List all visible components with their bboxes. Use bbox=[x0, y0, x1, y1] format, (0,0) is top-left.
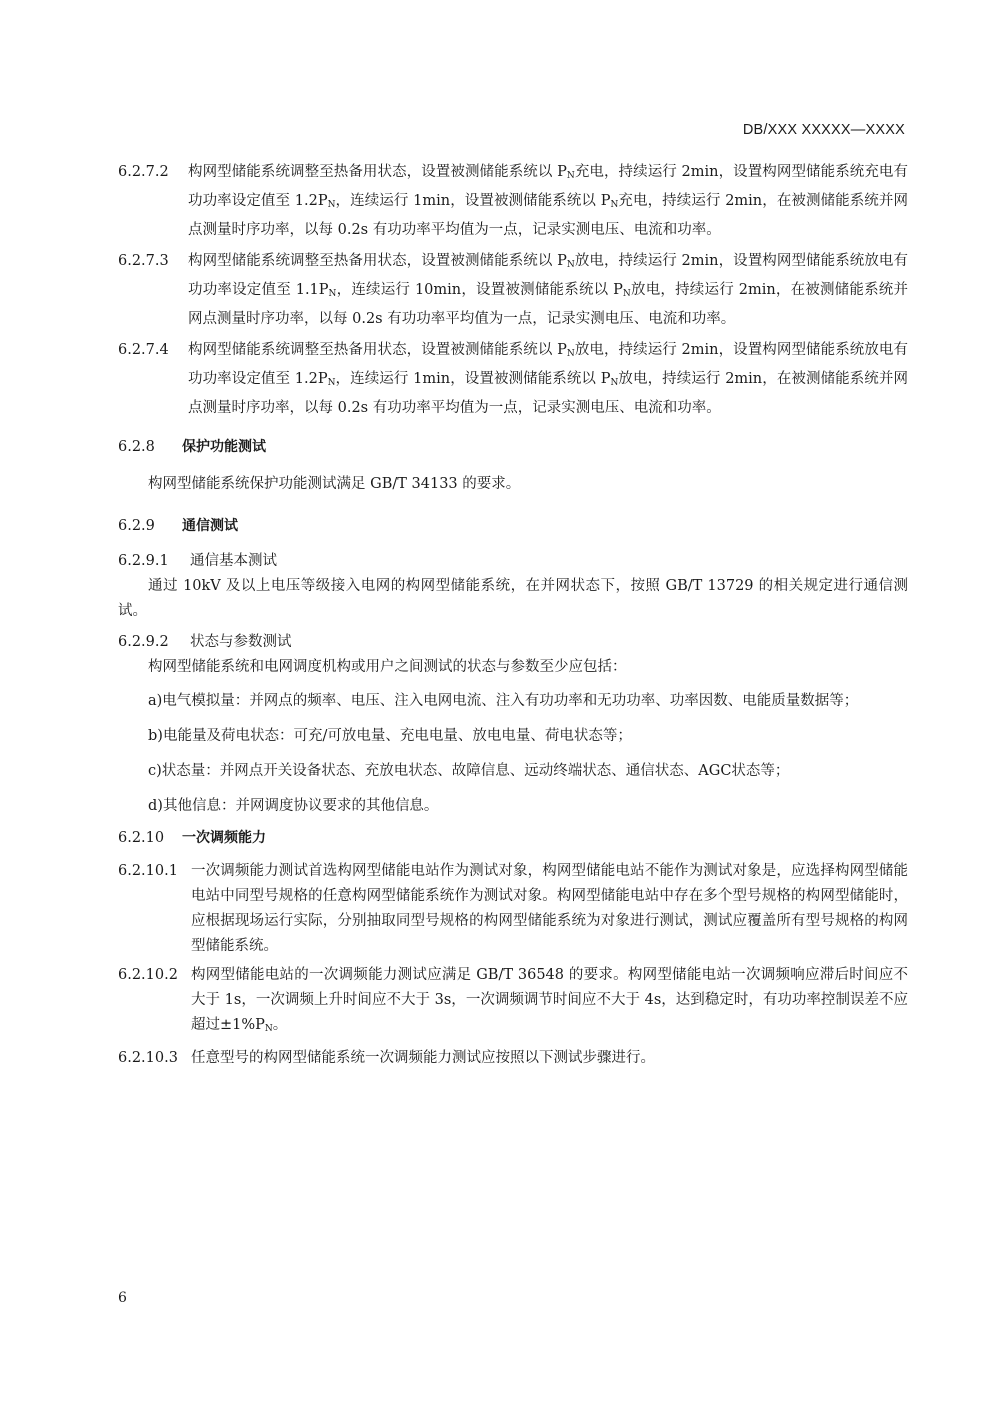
section-heading-6-2-9: 6.2.9 通信测试 bbox=[118, 514, 908, 539]
clause-6-2-10-1 bbox=[118, 859, 908, 959]
subsection-heading-6-2-9-1: 6.2.9.1 通信基本测试 bbox=[118, 549, 908, 574]
clause-6-2-10-3 bbox=[118, 1046, 908, 1071]
subsection-title: 状态与参数测试 bbox=[190, 634, 292, 650]
page-number: 6 bbox=[118, 1290, 127, 1306]
section-title: 一次调频能力 bbox=[182, 830, 266, 846]
clause-6-2-10-2 bbox=[118, 963, 908, 1042]
clause-number: 6.2.10.1 bbox=[118, 863, 178, 879]
paragraph-6-2-9-2: 构网型储能系统和电网调度机构或用户之间测试的状态与参数至少应包括： bbox=[148, 659, 627, 675]
clause-text: 构网型储能系统调整至热备用状态，设置被测储能系统以 $P_N$放电，持续运行 2min，设置构网型储能系统放电有功功率设定值至 $1.2P_N$，连续运行 1min，设置被测储能系统以 $P_N$放电，持续运行 2min，在被测储能系统并网点测量时序功率，以每 0.2s 有功功率平均值为一点，记录实测电压、电流和功率。 bbox=[188, 342, 908, 416]
subsection-title: 通信基本测试 bbox=[190, 553, 277, 569]
clause-6-2-7-2 bbox=[118, 160, 908, 243]
paragraph-6-2-9-1: 通过 10kV 及以上电压等级接入电网的构网型储能系统，在并网状态下，按照 GB/T 13729 的相关规定进行通信测试。 bbox=[118, 578, 908, 619]
section-heading-6-2-10: 6.2.10 一次调频能力 bbox=[118, 826, 908, 851]
section-title: 通信测试 bbox=[182, 518, 238, 534]
clause-6-2-7-3 bbox=[118, 249, 908, 332]
clause-6-2-7-4 bbox=[118, 338, 908, 421]
clause-text: 构网型储能系统调整至热备用状态，设置被测储能系统以 $P_N$放电，持续运行 2min，设置构网型储能系统放电有功功率设定值至 $1.1P_N$，连续运行 10min，设置被测储能系统以 $P_N$放电，持续运行 2min，在被测储能系统并网点测量时序功率，以每 0.2s 有功功率平均值为一点，记录实测电压、电流和功率。 bbox=[188, 253, 908, 327]
page-body bbox=[118, 160, 908, 1071]
list-item-d: d)其他信息：并网调度协议要求的其他信息。 bbox=[148, 798, 439, 814]
clause-number: 6.2.10.3 bbox=[118, 1050, 178, 1066]
list-item-b: b)电能量及荷电状态：可充/可放电量、充电电量、放电电量、荷电状态等； bbox=[148, 728, 632, 744]
clause-text: 构网型储能系统调整至热备用状态，设置被测储能系统以 $P_N$充电，持续运行 2min，设置构网型储能系统充电有功功率设定值至 $1.2P_N$，连续运行 1min，设置被测储能系统以 $P_N$充电，持续运行 2min，在被测储能系统并网点测量时序功率，以每 0.2s 有功功率平均值为一点，记录实测电压、电流和功率。 bbox=[188, 164, 908, 238]
clause-text: 一次调频能力测试首选构网型储能电站作为测试对象，构网型储能电站不能作为测试对象是，应选择构网型储能电站中同型号规格的任意构网型储能系统作为测试对象。构网型储能电站中存在多个型号规格的构网型储能时，应根据现场运行实际，分别抽取同型号规格的构网型储能系统为对象进行测试，测试应覆盖所有型号规格的构网型储能系统。 bbox=[191, 863, 908, 954]
clause-text: 任意型号的构网型储能系统一次调频能力测试应按照以下测试步骤进行。 bbox=[191, 1050, 655, 1066]
clause-text: 构网型储能电站的一次调频能力测试应满足 GB/T 36548 的要求。构网型储能电站一次调频响应滞后时间应不大于 1s，一次调频上升时间应不大于 3s，一次调频调节时间应不大于 4s，达到稳定时，有功功率控制误差不应超过$\pm 1\%P_N$。 bbox=[191, 967, 908, 1034]
section-heading-6-2-8: 6.2.8 保护功能测试 bbox=[118, 435, 908, 460]
clause-number: 6.2.7.2 bbox=[118, 164, 169, 180]
subsection-heading-6-2-9-2: 6.2.9.2 状态与参数测试 bbox=[118, 630, 908, 655]
section-title: 保护功能测试 bbox=[182, 439, 266, 455]
paragraph-6-2-8: 构网型储能系统保护功能测试满足 GB/T 34133 的要求。 bbox=[148, 476, 521, 492]
clause-number: 6.2.10.2 bbox=[118, 967, 178, 983]
clause-number: 6.2.7.3 bbox=[118, 253, 169, 269]
list-item-a: a)电气模拟量：并网点的频率、电压、注入电网电流、注入有功功率和无功功率、功率因数、电能质量数据等； bbox=[148, 693, 859, 709]
clause-number: 6.2.7.4 bbox=[118, 342, 169, 358]
list-item-c: c)状态量：并网点开关设备状态、充放电状态、故障信息、远动终端状态、通信状态、AGC状态等； bbox=[148, 763, 790, 779]
document-code: DB/XXX XXXXX—XXXX bbox=[742, 122, 905, 138]
